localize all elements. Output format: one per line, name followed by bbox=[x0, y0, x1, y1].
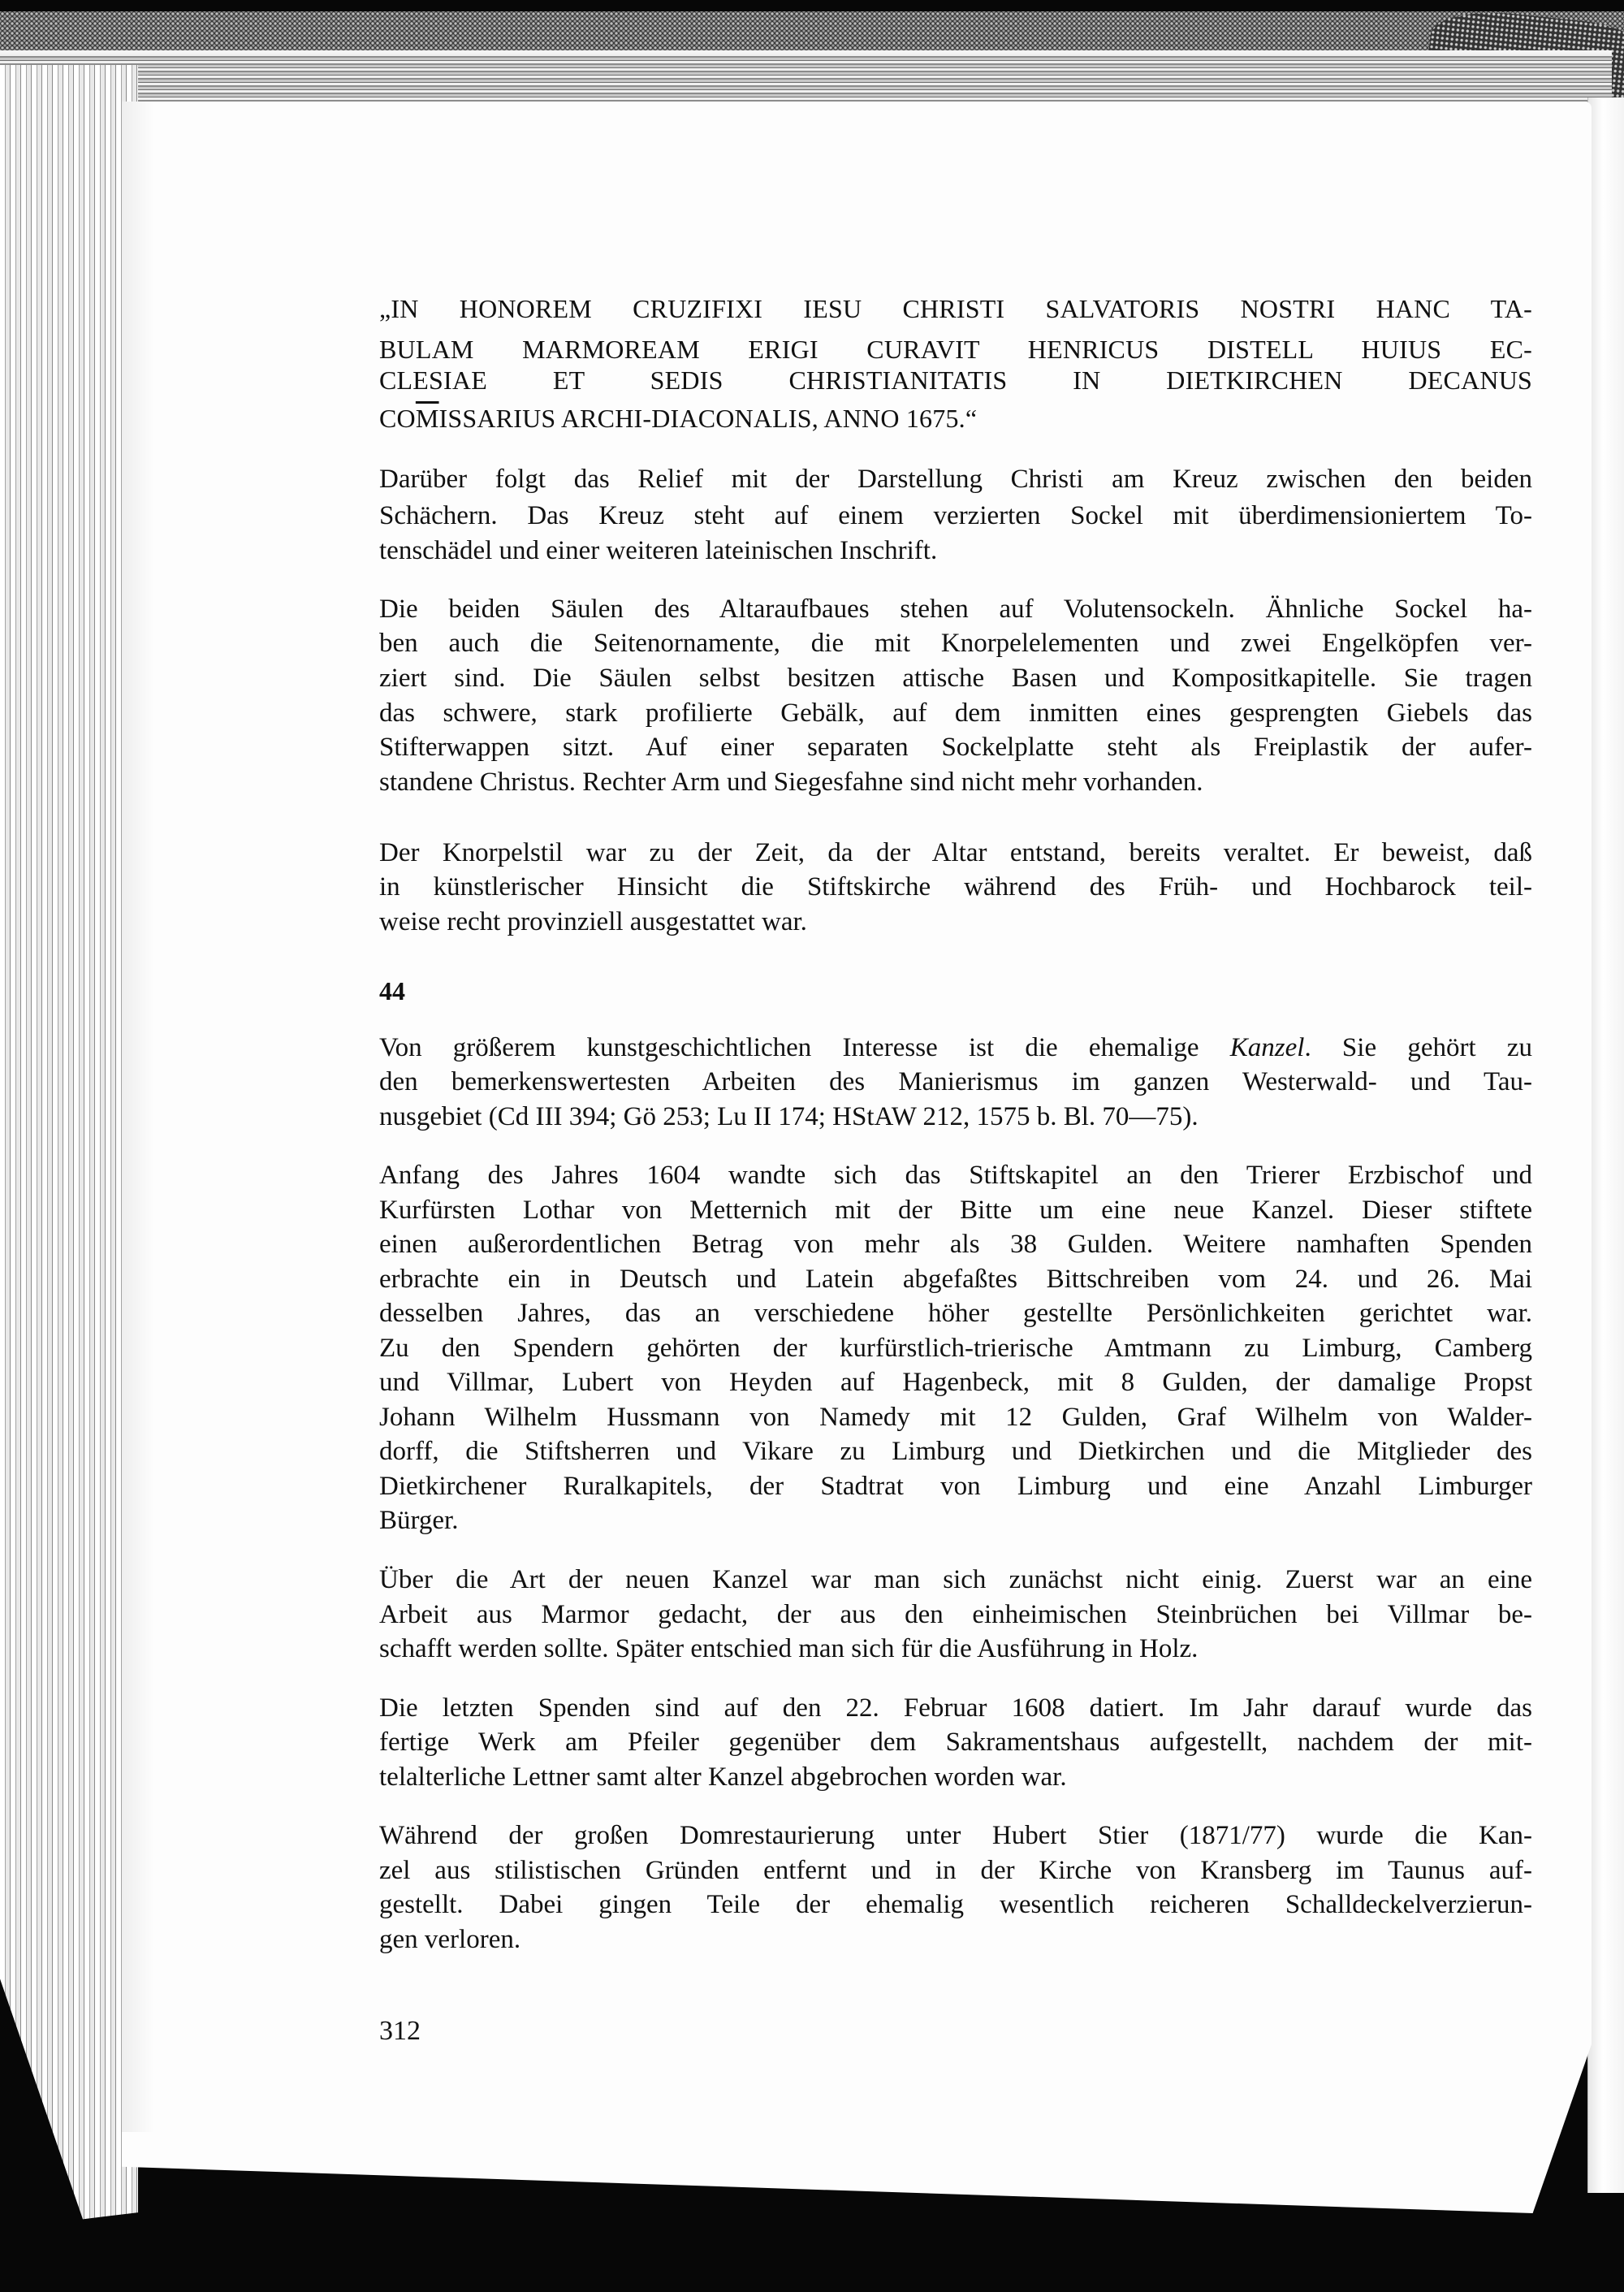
text-line: den bemerkenswertesten Arbeiten des Manierismus im ganzen Westerwald- und Tau- bbox=[379, 1067, 1532, 1096]
page-right-edge bbox=[1587, 97, 1624, 2193]
text-line bbox=[379, 402, 977, 435]
text-line: Anfang des Jahres 1604 wandte sich das Stiftskapitel an den Trierer Erzbischof und bbox=[379, 1161, 1532, 1190]
text-line: desselben Jahres, das an verschiedene höher gestellte Persönlichkeiten gerichtet war. bbox=[379, 1299, 1532, 1328]
text-line: schafft werden sollte. Später entschied man sich für die Ausführung in Holz. bbox=[379, 1634, 1199, 1663]
text-line: Stifterwappen sitzt. Auf einer separaten Sockelplatte steht als Freiplastik der aufer- bbox=[379, 733, 1532, 762]
text-line: telalterliche Lettner samt alter Kanzel abgebrochen worden war. bbox=[379, 1762, 1067, 1792]
text-line: in künstlerischer Hinsicht die Stiftskirche während des Früh- und Hochbarock teil- bbox=[379, 872, 1532, 902]
text-fragment: Von größerem kunstgeschichtlichen Interesse ist die ehemalige bbox=[379, 1033, 1230, 1062]
text-line: ziert sind. Die Säulen selbst besitzen attische Basen und Kompositkapitelle. Sie tragen bbox=[379, 664, 1532, 693]
text-line: einen außerordentlichen Betrag von mehr als 38 Gulden. Weitere namhaften Spenden bbox=[379, 1230, 1532, 1259]
section-number: 44 bbox=[379, 976, 405, 1005]
text-line: Johann Wilhelm Hussmann von Namedy mit 12 Gulden, Graf Wilhelm von Walder- bbox=[379, 1403, 1532, 1432]
text-line: das schwere, stark profilierte Gebälk, auf dem inmitten eines gesprengten Giebels das bbox=[379, 698, 1532, 728]
text-line: Während der großen Domrestaurierung unter Hubert Stier (1871/77) wurde die Kan- bbox=[379, 1821, 1532, 1850]
text-line: nusgebiet (Cd III 394; Gö 253; Lu II 174; HStAW 212, 1575 b. Bl. 70—75). bbox=[379, 1102, 1199, 1131]
text-line: „IN HONOREM CRUZIFIXI IESU CHRISTI SALVATORIS NOSTRI HANC TA- bbox=[379, 294, 1532, 323]
text-fragment: ISSARIUS ARCHI-DIACONALIS, ANNO 1675.“ bbox=[438, 404, 978, 433]
italic-term-kanzel: Kanzel bbox=[1229, 1033, 1305, 1062]
text-fragment: CO bbox=[379, 404, 416, 433]
text-line: BULAM MARMOREAM ERIGI CURAVIT HENRICUS DISTELL HUIUS EC- bbox=[379, 335, 1532, 364]
text-line: Zu den Spendern gehörten der kurfürstlich-trierische Amtmann zu Limburg, Camberg bbox=[379, 1334, 1532, 1363]
text-line: Der Knorpelstil war zu der Zeit, da der Altar entstand, bereits veraltet. Er beweist, daß bbox=[379, 838, 1532, 867]
text-line: und Villmar, Lubert von Heyden auf Hagenbeck, mit 8 Gulden, der damalige Propst bbox=[379, 1368, 1532, 1397]
text-line: Die letzten Spenden sind auf den 22. Februar 1608 datiert. Im Jahr darauf wurde das bbox=[379, 1693, 1532, 1723]
text-line: weise recht provinziell ausgestattet war. bbox=[379, 907, 807, 936]
text-line: ben auch die Seitenornamente, die mit Knorpelelementen und zwei Engelköpfen ver- bbox=[379, 629, 1532, 658]
text-line: zel aus stilistischen Gründen entfernt und in der Kirche von Kransberg im Taunus auf- bbox=[379, 1856, 1532, 1885]
text-line: Die beiden Säulen des Altaraufbaues stehen auf Volutensockeln. Ähnliche Sockel ha- bbox=[379, 595, 1532, 624]
text-line: Bürger. bbox=[379, 1506, 459, 1535]
text-line: gen verloren. bbox=[379, 1925, 521, 1954]
text-line: CLESIAE ET SEDIS CHRISTIANITATIS IN DIETKIRCHEN DECANUS bbox=[379, 365, 1532, 395]
text-line: Über die Art der neuen Kanzel war man sich zunächst nicht einig. Zuerst war an eine bbox=[379, 1565, 1532, 1594]
text-line: gestellt. Dabei gingen Teile der ehemalig wesentlich reicheren Schalldeckelverzierun- bbox=[379, 1890, 1532, 1919]
text-line bbox=[379, 1031, 1532, 1064]
text-line: Darüber folgt das Relief mit der Darstellung Christi am Kreuz zwischen den beiden bbox=[379, 465, 1532, 494]
text-line: dorff, die Stiftsherren und Vikare zu Limburg und Dietkirchen und die Mitglieder des bbox=[379, 1437, 1532, 1466]
text-line: Arbeit aus Marmor gedacht, der aus den einheimischen Steinbrüchen bei Villmar be- bbox=[379, 1600, 1532, 1629]
text-fragment: . Sie gehört zu bbox=[1304, 1033, 1533, 1062]
text-line: standene Christus. Rechter Arm und Siegesfahne sind nicht mehr vorhanden. bbox=[379, 768, 1203, 797]
text-line: Kurfürsten Lothar von Metternich mit der Bitte um eine neue Kanzel. Dieser stiftete bbox=[379, 1196, 1532, 1225]
text-line: fertige Werk am Pfeiler gegenüber dem Sakramentshaus aufgestellt, nachdem der mit- bbox=[379, 1728, 1532, 1757]
text-line: Dietkirchener Ruralkapitels, der Stadtrat von Limburg und eine Anzahl Limburger bbox=[379, 1472, 1532, 1501]
page-number: 312 bbox=[379, 2016, 421, 2046]
page-gutter-shadow bbox=[122, 102, 154, 2132]
text-line: Schächern. Das Kreuz steht auf einem verzierten Sockel mit überdimensioniertem To- bbox=[379, 501, 1532, 530]
page-stack-left-edge bbox=[0, 65, 138, 2290]
abbreviation-macron-letter: $\overline{M}$ bbox=[415, 404, 439, 433]
text-line: erbrachte ein in Deutsch und Latein abgefaßtes Bittschreiben vom 24. und 26. Mai bbox=[379, 1265, 1532, 1294]
text-line: tenschädel und einer weiteren lateinischen Inschrift. bbox=[379, 536, 938, 565]
